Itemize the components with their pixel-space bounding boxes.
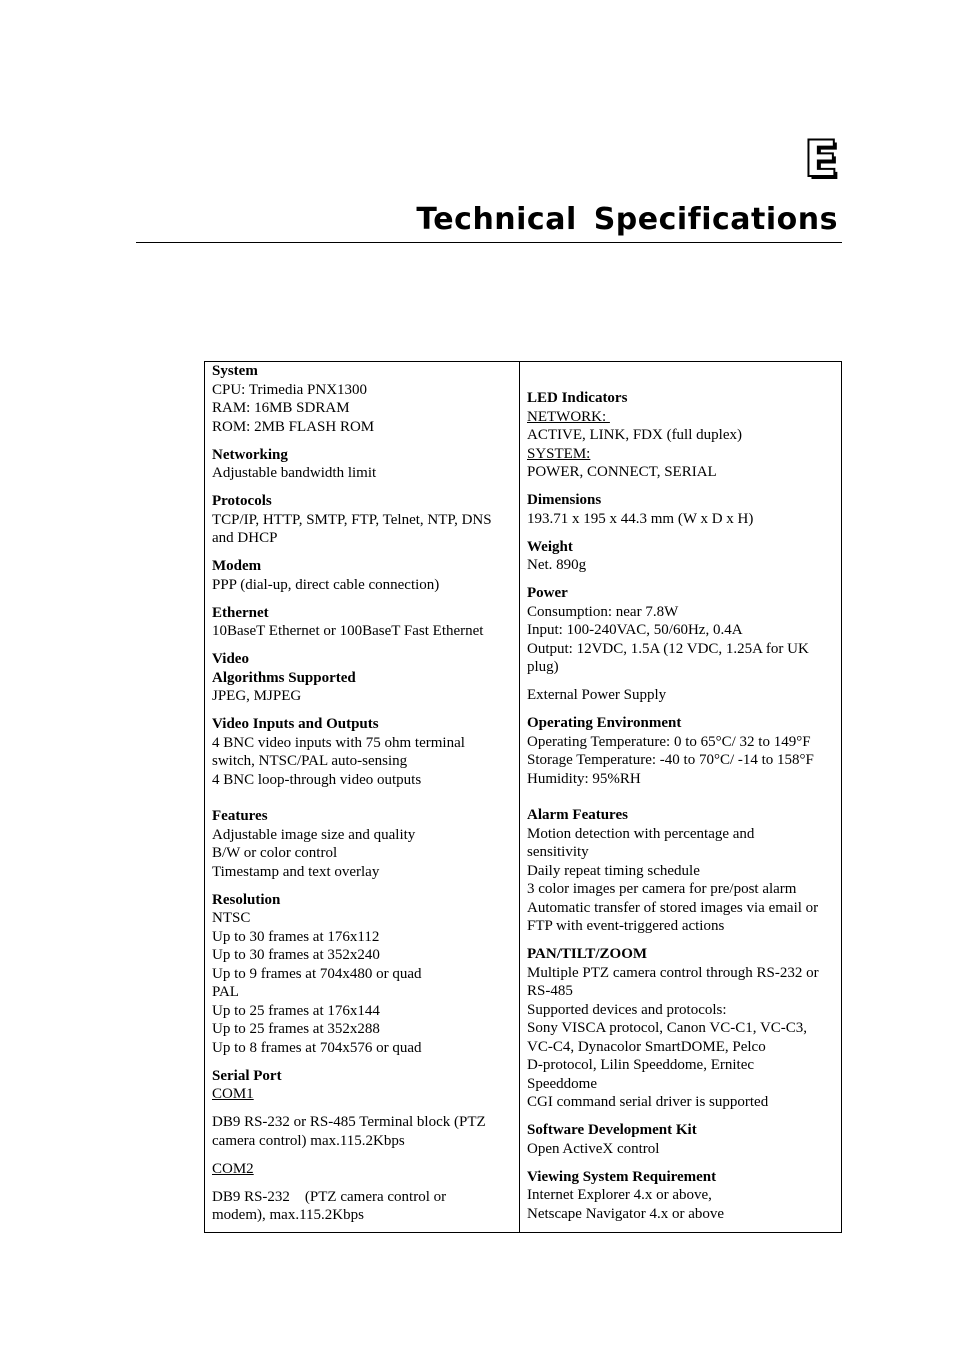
spec-line: PPP (dial-up, direct cable connection) [212, 576, 440, 593]
spec-line: Net. 890g [527, 557, 587, 573]
spec-serial-port [212, 1067, 517, 1225]
spec-ethernet [212, 604, 517, 641]
spec-line: ROM: 2MB FLASH ROM [212, 418, 375, 435]
spec-line: RS-485 [527, 983, 573, 999]
section-heading: Software Development Kit [527, 1122, 697, 1138]
spec-line: Output: 12VDC, 1.5A (12 VDC, 1.25A for UK [527, 640, 809, 657]
spec-line: FTP with event-triggered actions [527, 918, 725, 934]
section-heading: Modem [212, 558, 262, 574]
spec-line: Up to 25 frames at 352x288 [212, 1021, 380, 1037]
section-subheading: Algorithms Supported [212, 669, 356, 686]
spec-line: switch, NTSC/PAL auto-sensing [212, 753, 408, 769]
spec-line: D-protocol, Lilin Speeddome, Ernitec [527, 1057, 755, 1073]
spec-line: DB9 RS-232 or RS-485 Terminal block (PTZ [212, 1114, 486, 1130]
spec-line: Operating Temperature: 0 to 65°C/ 32 to 149°F [527, 733, 811, 750]
spec-weight [527, 538, 839, 575]
spec-line: camera control) max.115.2Kbps [212, 1132, 405, 1149]
spec-line: RAM: 16MB SDRAM [212, 400, 350, 416]
spec-line: VC-C4, Dynacolor SmartDOME, Pelco [527, 1038, 766, 1055]
spec-line: Up to 30 frames at 352x240 [212, 947, 380, 963]
spec-line: Speeddome [527, 1075, 597, 1092]
section-heading: Resolution [212, 891, 281, 908]
section-heading: Features [212, 808, 268, 824]
spec-line: Up to 30 frames at 176x112 [212, 928, 380, 945]
spec-operating-environment [527, 714, 839, 788]
section-heading: System [212, 363, 258, 379]
section-heading: Serial Port [212, 1067, 282, 1084]
spec-video-io [212, 715, 517, 789]
section-heading: Ethernet [212, 604, 269, 621]
com2-label: COM2 [212, 1160, 254, 1177]
spec-line: Sony VISCA protocol, Canon VC-C1, VC-C3, [527, 1020, 808, 1036]
section-heading: PAN/TILT/ZOOM [527, 946, 648, 962]
spec-sdk [527, 1121, 839, 1158]
spec-line: 193.71 x 195 x 44.3 mm (W x D x H) [527, 510, 754, 527]
spec-networking [212, 446, 517, 483]
section-heading: Weight [527, 538, 573, 555]
com1-label: COM1 [212, 1086, 254, 1102]
spec-line: External Power Supply [527, 687, 667, 703]
section-heading: Operating Environment [527, 715, 682, 731]
spec-column-left [205, 362, 520, 1232]
spec-line: CPU: Trimedia PNX1300 [212, 381, 368, 398]
spec-line: Internet Explorer 4.x or above, [527, 1187, 712, 1203]
spec-modem [212, 557, 517, 594]
spec-line: Up to 9 frames at 704x480 or quad [212, 965, 422, 982]
spec-line: and DHCP [212, 530, 278, 546]
spec-line: TCP/IP, HTTP, SMTP, FTP, Telnet, NTP, DNS [212, 511, 492, 528]
spec-viewing-requirement [527, 1168, 839, 1224]
chapter-letter: E [803, 130, 838, 188]
spec-line: Timestamp and text overlay [212, 863, 380, 880]
spec-power [527, 584, 839, 705]
spec-line: Netscape Navigator 4.x or above [527, 1205, 725, 1222]
spec-line: 4 BNC video inputs with 75 ohm terminal [212, 734, 465, 751]
spec-line: sensitivity [527, 844, 589, 860]
section-heading: Video Inputs and Outputs [212, 716, 379, 732]
spec-line: Adjustable bandwidth limit [212, 465, 377, 481]
spec-features [212, 807, 517, 881]
spec-line: Motion detection with percentage and [527, 825, 755, 842]
spec-pan-tilt-zoom [527, 945, 839, 1112]
spec-line: NTSC [212, 910, 251, 926]
spec-line: 10BaseT Ethernet or 100BaseT Fast Ethernet [212, 623, 484, 639]
spec-resolution [212, 891, 517, 1058]
spec-line: Adjustable image size and quality [212, 826, 416, 843]
spec-line: 4 BNC loop-through video outputs [212, 771, 422, 788]
spec-line: B/W or color control [212, 845, 338, 861]
spec-line: CGI command serial driver is supported [527, 1094, 769, 1110]
system-label: SYSTEM: [527, 445, 591, 462]
spec-line: POWER, CONNECT, SERIAL [527, 464, 717, 480]
spec-table [204, 361, 842, 1233]
network-label: NETWORK: [527, 408, 610, 425]
section-heading: Video [212, 651, 249, 667]
page-title: Technical Specifications [416, 202, 838, 237]
title-divider [136, 242, 842, 243]
spec-dimensions [527, 491, 839, 528]
spec-line: Humidity: 95%RH [527, 770, 641, 787]
section-heading: Viewing System Requirement [527, 1168, 717, 1185]
spec-led-indicators [527, 389, 839, 482]
spec-column-right [520, 362, 841, 1232]
spec-line: DB9 RS-232 (PTZ camera control or [212, 1188, 447, 1205]
spec-line: Daily repeat timing schedule [527, 862, 700, 879]
section-heading: Networking [212, 446, 288, 463]
spec-protocols [212, 492, 517, 548]
spec-alarm-features [527, 806, 839, 936]
spec-video [212, 650, 517, 706]
spec-line: Up to 25 frames at 176x144 [212, 1002, 380, 1019]
spec-line: Open ActiveX control [527, 1140, 660, 1157]
spec-line: Consumption: near 7.8W [527, 603, 679, 620]
spec-line: Multiple PTZ camera control through RS-232 or [527, 964, 819, 981]
spec-line: ACTIVE, LINK, FDX (full duplex) [527, 427, 742, 443]
spec-line: PAL [212, 984, 239, 1000]
section-heading: Power [527, 585, 568, 601]
spec-line: Input: 100-240VAC, 50/60Hz, 0.4A [527, 622, 743, 638]
spec-line: JPEG, MJPEG [212, 688, 302, 704]
section-heading: LED Indicators [527, 390, 628, 406]
section-heading: Alarm Features [527, 807, 628, 823]
spec-line: Storage Temperature: -40 to 70°C/ -14 to 158°F [527, 752, 814, 768]
spec-line: Supported devices and protocols: [527, 1001, 727, 1018]
spec-line: Up to 8 frames at 704x576 or quad [212, 1039, 422, 1056]
spec-line: modem), max.115.2Kbps [212, 1207, 364, 1223]
spec-line: 3 color images per camera for pre/post alarm [527, 881, 797, 897]
spec-line: Automatic transfer of stored images via email or [527, 899, 819, 916]
spec-system [212, 362, 517, 436]
section-heading: Dimensions [527, 492, 602, 508]
spec-line: plug) [527, 659, 559, 675]
section-heading: Protocols [212, 493, 272, 509]
